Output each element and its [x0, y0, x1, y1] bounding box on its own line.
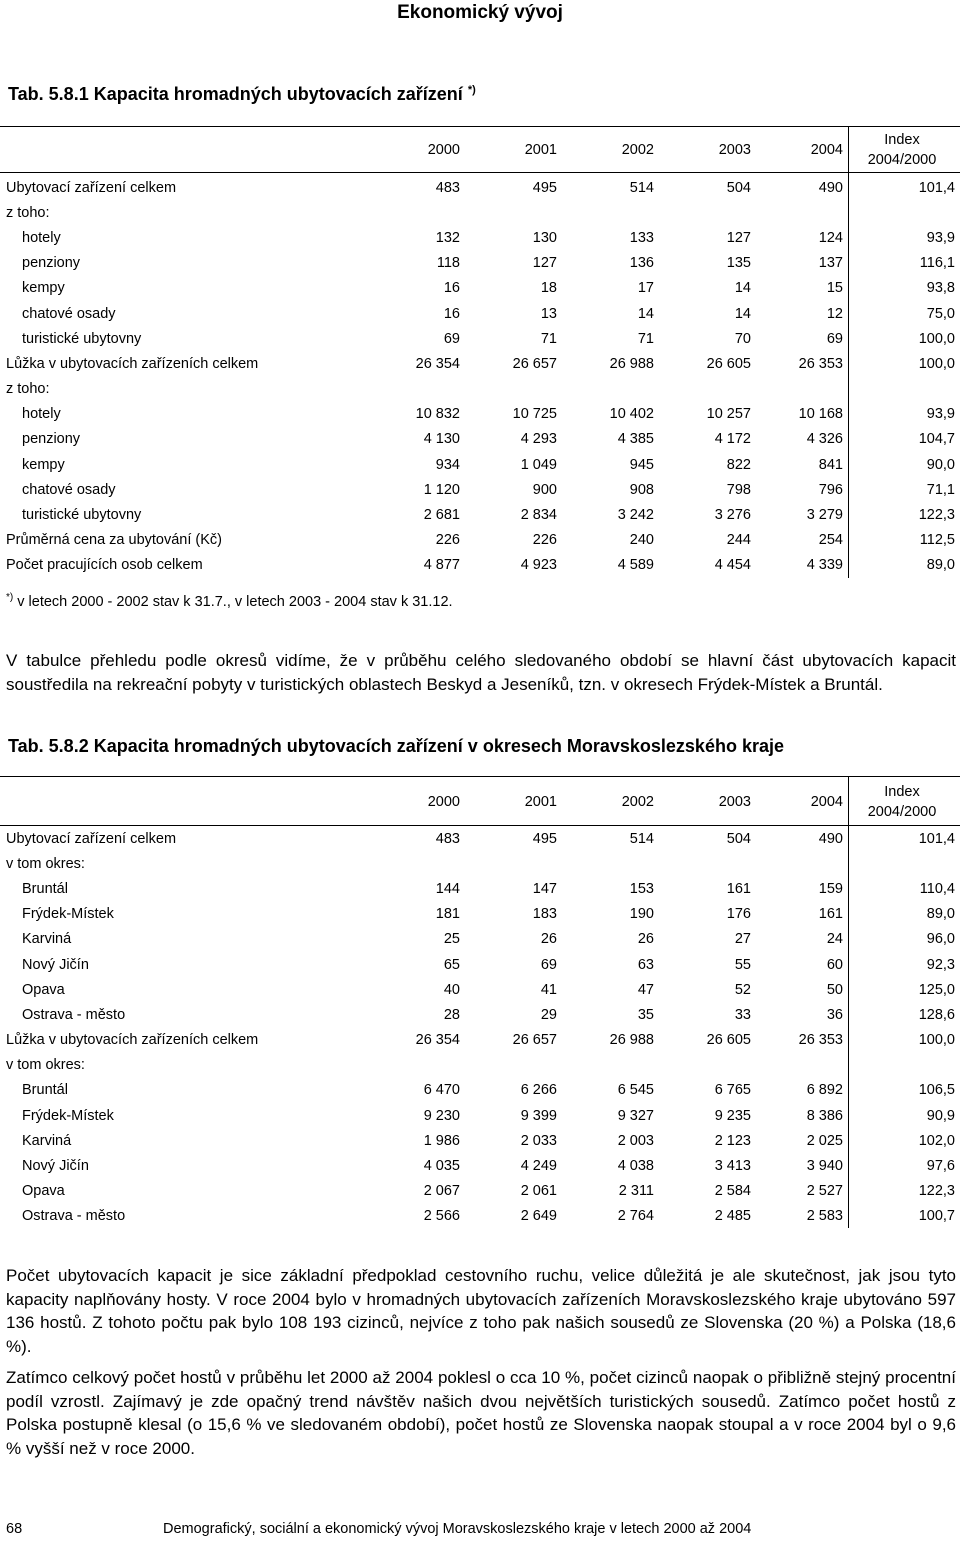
value-cell: 226 [532, 532, 557, 549]
table-row [0, 1002, 955, 1027]
value-cell [557, 200, 654, 225]
value-cell: 36 [826, 1006, 843, 1023]
row-label: Ubytovací zařízení celkem [6, 830, 177, 847]
value-cell [400, 1053, 460, 1078]
value-cell: 1 986 [423, 1132, 460, 1149]
value-cell: 2 311 [618, 1183, 654, 1200]
value-cell: 2 649 [520, 1208, 557, 1225]
table-row [0, 251, 955, 276]
value-cell [751, 851, 843, 876]
index-cell: 106,5 [918, 1082, 955, 1099]
table-row [0, 876, 955, 901]
value-cell: 26 [637, 931, 654, 948]
row-label: Lůžka v ubytovacích zařízeních celkem [6, 1032, 259, 1049]
index-cell: 116,1 [919, 255, 955, 272]
index-cell: 92,3 [926, 956, 955, 973]
value-cell: 4 589 [617, 557, 654, 574]
row-label: Karviná [22, 1132, 72, 1149]
table-row [0, 452, 955, 477]
index-cell: 90,9 [926, 1107, 955, 1124]
table-row [0, 1053, 955, 1078]
value-cell: 69 [443, 330, 460, 347]
row-label: turistické ubytovny [22, 330, 142, 347]
value-cell: 4 249 [520, 1158, 557, 1175]
value-cell: 2 003 [617, 1132, 654, 1149]
value-cell: 190 [629, 906, 654, 923]
table1-index-header [849, 130, 955, 170]
value-cell: 70 [734, 330, 751, 347]
value-cell: 2 485 [714, 1208, 751, 1225]
value-cell: 127 [726, 229, 751, 246]
index-cell: 100,0 [918, 1032, 955, 1049]
table-row [0, 175, 955, 200]
table-row [0, 902, 955, 927]
value-cell: 2 067 [423, 1183, 460, 1200]
table2-index-period: 2004/2000 [867, 804, 937, 820]
table-row [0, 952, 955, 977]
value-cell: 4 923 [520, 557, 557, 574]
value-cell: 10 168 [798, 406, 843, 423]
paragraph-2: Počet ubytovacích kapacit je sice základní předpoklad cestovního ruchu, velice důležitá je ale skutečnost, jak jsou tyto kapacity naplňovány hosty. V roce 2004 bylo v hromadných ubytovacích zařízeních Moravskoslezského kraje ubytováno 597 136 hostů. Z tohoto počtu pak bylo 108 193 cizinců, nejvíce z toho pak našich sousedů ze Slovenska (20 %) a Polska (18,6 %). [6, 1266, 956, 1356]
value-cell: 9 230 [423, 1107, 460, 1124]
row-label: turistické ubytovny [22, 507, 142, 524]
value-cell: 6 266 [520, 1082, 557, 1099]
value-cell: 2 681 [423, 507, 460, 524]
value-cell: 4 339 [806, 557, 843, 574]
value-cell: 2 764 [617, 1208, 654, 1225]
value-cell: 798 [726, 481, 751, 498]
value-cell: 226 [435, 532, 460, 549]
value-cell: 147 [532, 880, 557, 897]
index-cell: 122,3 [918, 507, 955, 524]
table2-col-2002: 2002 [621, 794, 654, 810]
table-row [0, 1153, 955, 1178]
value-cell: 3 940 [806, 1158, 843, 1175]
value-cell: 3 413 [714, 1158, 751, 1175]
value-cell: 3 242 [617, 507, 654, 524]
value-cell: 35 [637, 1006, 654, 1023]
paragraph-1: V tabulce přehledu podle okresů vidíme, že v průběhu celého sledovaného období se hlavní část ubytovacích kapacit soustředila na rekreační pobyty v turistických oblastech Beskyd a Jeseníků, tzn. v okresech Frýdek-Místek a Bruntál. [6, 651, 956, 694]
value-cell: 945 [629, 456, 654, 473]
row-label: Frýdek-Místek [22, 1107, 114, 1124]
index-cell: 93,9 [926, 229, 955, 246]
row-label: Nový Jičín [22, 956, 89, 973]
value-cell [654, 1053, 751, 1078]
value-cell: 130 [532, 229, 557, 246]
value-cell: 13 [540, 305, 557, 322]
value-cell: 908 [629, 481, 654, 498]
value-cell [654, 377, 751, 402]
value-cell: 2 834 [520, 507, 557, 524]
value-cell: 796 [818, 481, 843, 498]
value-cell: 4 035 [423, 1158, 460, 1175]
value-cell: 240 [629, 532, 654, 549]
table-row [0, 276, 955, 301]
value-cell [751, 200, 843, 225]
value-cell: 514 [629, 830, 654, 847]
table1-index-label: Index [884, 132, 920, 148]
index-cell [843, 200, 955, 225]
value-cell: 137 [818, 255, 843, 272]
value-cell [400, 851, 460, 876]
index-cell: 97,6 [926, 1158, 955, 1175]
value-cell: 14 [734, 305, 751, 322]
value-cell: 3 279 [806, 507, 843, 524]
value-cell: 26 605 [706, 355, 751, 372]
row-label: chatové osady [22, 481, 116, 498]
index-cell: 93,8 [926, 280, 955, 297]
table2-index-label: Index [884, 784, 920, 800]
value-cell: 26 354 [415, 355, 460, 372]
row-label: penziony [22, 255, 81, 272]
value-cell: 9 399 [520, 1107, 557, 1124]
row-label: hotely [22, 229, 61, 246]
table1-footnote-mark: *) [6, 592, 14, 603]
value-cell [460, 1053, 557, 1078]
table-row [0, 502, 955, 527]
value-cell: 504 [726, 830, 751, 847]
row-label: z toho: [6, 204, 50, 221]
table1-col-2004: 2004 [810, 142, 843, 158]
value-cell: 17 [637, 280, 654, 297]
table-row [0, 200, 955, 225]
row-label: Ostrava - město [22, 1208, 126, 1225]
footer-page-number: 68 [6, 1521, 23, 1537]
index-cell [843, 851, 955, 876]
value-cell: 822 [726, 456, 751, 473]
value-cell: 934 [435, 456, 460, 473]
value-cell: 71 [540, 330, 557, 347]
table-row [0, 1179, 955, 1204]
table-row [0, 326, 955, 351]
value-cell: 483 [435, 179, 460, 196]
value-cell: 490 [818, 830, 843, 847]
value-cell: 118 [436, 255, 460, 272]
value-cell: 490 [818, 179, 843, 196]
value-cell: 26 988 [609, 1032, 654, 1049]
table-row [0, 1078, 955, 1103]
table2-top-rule [0, 776, 960, 777]
page-header-title: Ekonomický vývoj [397, 2, 563, 23]
table-row [0, 301, 955, 326]
row-label: Bruntál [22, 880, 68, 897]
value-cell: 29 [540, 1006, 557, 1023]
value-cell: 14 [734, 280, 751, 297]
value-cell: 3 276 [714, 507, 751, 524]
value-cell: 28 [443, 1006, 460, 1023]
value-cell: 10 402 [609, 406, 654, 423]
row-label: v tom okres: [6, 855, 85, 872]
value-cell: 16 [443, 305, 460, 322]
value-cell: 483 [435, 830, 460, 847]
table-row [0, 851, 955, 876]
value-cell [557, 377, 654, 402]
value-cell: 4 877 [423, 557, 460, 574]
table-row [0, 528, 955, 553]
row-label: kempy [22, 456, 65, 473]
value-cell: 124 [818, 229, 843, 246]
value-cell: 26 354 [415, 1032, 460, 1049]
row-label: Nový Jičín [22, 1158, 89, 1175]
row-label: Karviná [22, 931, 72, 948]
table2-body [0, 826, 955, 1229]
value-cell: 8 386 [806, 1107, 843, 1124]
row-label: v tom okres: [6, 1057, 85, 1074]
table1-col-2002: 2002 [621, 142, 654, 158]
value-cell: 1 049 [520, 456, 557, 473]
value-cell [460, 377, 557, 402]
row-label: z toho: [6, 381, 50, 398]
value-cell: 176 [726, 906, 751, 923]
table1-col-2001: 2001 [524, 142, 557, 158]
value-cell: 55 [734, 956, 751, 973]
value-cell: 4 130 [423, 431, 460, 448]
value-cell: 2 033 [520, 1132, 557, 1149]
value-cell: 41 [540, 981, 557, 998]
value-cell: 25 [443, 931, 460, 948]
value-cell: 841 [818, 456, 843, 473]
value-cell: 181 [435, 906, 460, 923]
value-cell: 244 [726, 532, 751, 549]
value-cell: 4 385 [617, 431, 654, 448]
table1-index-period: 2004/2000 [867, 152, 937, 168]
value-cell: 9 235 [714, 1107, 751, 1124]
value-cell [751, 377, 843, 402]
value-cell: 27 [734, 931, 751, 948]
value-cell: 183 [532, 906, 557, 923]
table1-title-text: Tab. 5.8.1 Kapacita hromadných ubytovacích zařízení [8, 84, 468, 104]
value-cell: 161 [818, 906, 843, 923]
value-cell: 2 061 [520, 1183, 557, 1200]
value-cell [751, 1053, 843, 1078]
value-cell [557, 851, 654, 876]
table-row [0, 977, 955, 1002]
paragraph-3: Zatímco celkový počet hostů v průběhu let 2000 až 2004 poklesl o cca 10 %, počet cizinců naopak o přibližně stejný procentní podíl vzrostl. Zajímavý je zde opačný trend návštěv našich dvou největších turistických sousedů. Zatímco počet hostů z Polska postupně klesal (o 15,6 % ve sledovaném období), počet hostů ze Slovenska naopak stoupal a v roce 2004 byl o 9,6 % vyšší než v roce 2000. [6, 1368, 956, 1458]
index-cell: 101,4 [918, 179, 955, 196]
value-cell: 161 [726, 880, 751, 897]
value-cell: 132 [435, 229, 460, 246]
table2-col-2001: 2001 [524, 794, 557, 810]
index-cell: 71,1 [926, 481, 955, 498]
value-cell: 10 257 [706, 406, 751, 423]
row-label: Lůžka v ubytovacích zařízeních celkem [6, 355, 259, 372]
value-cell: 1 120 [423, 481, 460, 498]
value-cell: 2 025 [806, 1132, 843, 1149]
value-cell: 65 [443, 956, 460, 973]
table-row [0, 1204, 955, 1229]
value-cell: 4 038 [617, 1158, 654, 1175]
index-cell: 125,0 [918, 981, 955, 998]
table-row [0, 402, 955, 427]
value-cell: 16 [443, 280, 460, 297]
value-cell: 153 [629, 880, 654, 897]
value-cell: 495 [532, 830, 557, 847]
row-label: Ubytovací zařízení celkem [6, 179, 177, 196]
table2-title: Tab. 5.8.2 Kapacita hromadných ubytovacích zařízení v okresech Moravskoslezského kraje [8, 736, 784, 756]
value-cell: 26 353 [798, 355, 843, 372]
index-cell: 100,7 [918, 1208, 955, 1225]
value-cell [460, 851, 557, 876]
index-cell: 90,0 [926, 456, 955, 473]
value-cell: 26 605 [706, 1032, 751, 1049]
value-cell: 40 [443, 981, 460, 998]
value-cell: 12 [826, 305, 843, 322]
table-row [0, 553, 955, 578]
table1-header-rule [0, 172, 960, 173]
value-cell: 26 657 [512, 355, 557, 372]
value-cell [654, 200, 751, 225]
index-cell: 122,3 [918, 1183, 955, 1200]
table-row [0, 477, 955, 502]
table1-title-mark: *) [467, 84, 476, 96]
index-cell: 96,0 [926, 931, 955, 948]
table2-index-header [849, 782, 955, 822]
row-label: chatové osady [22, 305, 116, 322]
value-cell: 47 [637, 981, 654, 998]
value-cell: 2 123 [714, 1132, 751, 1149]
value-cell: 6 545 [617, 1082, 654, 1099]
table-row [0, 225, 955, 250]
row-label: kempy [22, 280, 65, 297]
value-cell: 6 765 [714, 1082, 751, 1099]
value-cell [400, 377, 460, 402]
index-cell: 89,0 [926, 906, 955, 923]
value-cell: 9 327 [617, 1107, 654, 1124]
value-cell: 6 892 [806, 1082, 843, 1099]
value-cell: 144 [435, 880, 460, 897]
table-row [0, 377, 955, 402]
index-cell: 102,0 [918, 1132, 955, 1149]
value-cell [460, 200, 557, 225]
value-cell: 2 566 [423, 1208, 460, 1225]
index-cell: 128,6 [918, 1006, 955, 1023]
table1-footnote-text: v letech 2000 - 2002 stav k 31.7., v letech 2003 - 2004 stav k 31.12. [13, 593, 453, 610]
value-cell: 133 [629, 229, 654, 246]
value-cell: 4 172 [714, 431, 751, 448]
table-row [0, 1128, 955, 1153]
index-cell: 101,4 [918, 830, 955, 847]
value-cell [654, 851, 751, 876]
table-row [0, 1103, 955, 1128]
table-row [0, 826, 955, 851]
index-cell: 112,5 [919, 532, 955, 549]
value-cell: 4 326 [806, 431, 843, 448]
row-label: Bruntál [22, 1082, 68, 1099]
value-cell: 254 [818, 532, 843, 549]
value-cell: 71 [637, 330, 654, 347]
index-cell [843, 1053, 955, 1078]
table-row [0, 351, 955, 376]
value-cell [400, 200, 460, 225]
value-cell: 514 [629, 179, 654, 196]
value-cell: 4 454 [714, 557, 751, 574]
value-cell: 33 [734, 1006, 751, 1023]
index-cell: 110,4 [919, 880, 955, 897]
value-cell: 135 [726, 255, 751, 272]
row-label: Počet pracujících osob celkem [6, 557, 203, 574]
table2-col-2004: 2004 [810, 794, 843, 810]
value-cell: 26 [540, 931, 557, 948]
table1-footnote [6, 592, 453, 610]
value-cell: 504 [726, 179, 751, 196]
value-cell: 26 657 [512, 1032, 557, 1049]
value-cell: 69 [540, 956, 557, 973]
table-row [0, 427, 955, 452]
value-cell: 50 [826, 981, 843, 998]
index-cell: 100,0 [918, 330, 955, 347]
value-cell: 10 832 [415, 406, 460, 423]
value-cell: 26 988 [609, 355, 654, 372]
footer-publication: Demografický, sociální a ekonomický vývoj Moravskoslezského kraje v letech 2000 až 2004 [163, 1521, 752, 1537]
value-cell: 127 [532, 255, 557, 272]
value-cell: 15 [826, 280, 843, 297]
index-cell [843, 377, 955, 402]
row-label: Opava [22, 981, 65, 998]
value-cell: 14 [637, 305, 654, 322]
index-cell: 104,7 [918, 431, 955, 448]
value-cell: 69 [826, 330, 843, 347]
value-cell: 2 583 [806, 1208, 843, 1225]
row-label: Ostrava - město [22, 1006, 126, 1023]
value-cell: 18 [540, 280, 557, 297]
table1-col-2000: 2000 [427, 142, 460, 158]
row-label: Opava [22, 1183, 65, 1200]
table-row [0, 927, 955, 952]
value-cell: 10 725 [512, 406, 557, 423]
row-label: penziony [22, 431, 81, 448]
index-cell: 93,9 [926, 406, 955, 423]
value-cell: 60 [826, 956, 843, 973]
index-cell: 100,0 [918, 355, 955, 372]
row-label: Průměrná cena za ubytování (Kč) [6, 532, 222, 549]
table2-col-2003: 2003 [718, 794, 751, 810]
row-label: hotely [22, 406, 61, 423]
table1-title [8, 84, 476, 105]
table-row [0, 1028, 955, 1053]
value-cell: 24 [826, 931, 843, 948]
value-cell [557, 1053, 654, 1078]
table1-top-rule [0, 126, 960, 127]
value-cell: 2 584 [714, 1183, 751, 1200]
table1-body [0, 175, 955, 578]
value-cell: 4 293 [520, 431, 557, 448]
value-cell: 6 470 [423, 1082, 460, 1099]
value-cell: 2 527 [806, 1183, 843, 1200]
table1-col-2003: 2003 [718, 142, 751, 158]
table2-col-2000: 2000 [427, 794, 460, 810]
value-cell: 159 [818, 880, 843, 897]
row-label: Frýdek-Místek [22, 906, 114, 923]
index-cell: 89,0 [926, 557, 955, 574]
value-cell: 136 [629, 255, 654, 272]
value-cell: 495 [532, 179, 557, 196]
value-cell: 63 [637, 956, 654, 973]
value-cell: 26 353 [798, 1032, 843, 1049]
index-cell: 75,0 [926, 305, 955, 322]
value-cell: 900 [532, 481, 557, 498]
value-cell: 52 [734, 981, 751, 998]
